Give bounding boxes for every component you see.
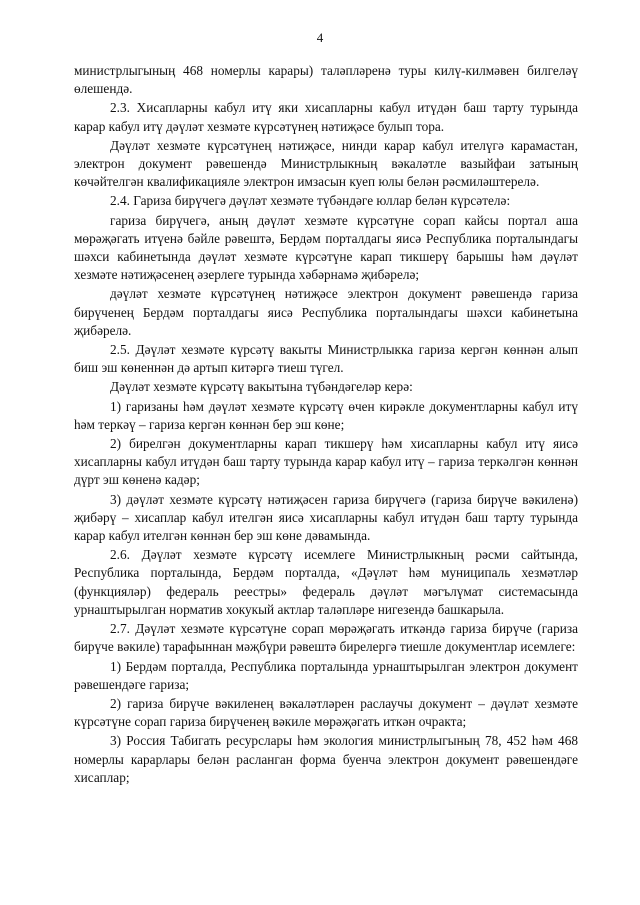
- document-body: [74, 62, 578, 788]
- paragraph: Дәүләт хезмәте күрсәтү вакытына түбәндәгеләр керә:: [110, 379, 413, 395]
- paragraph: 1) гаризаны һәм дәүләт хезмәте күрсәтү өчен кирәкле документларны кабул итү һәм теркәү – гариза кергән көннән бер эш көне;: [74, 398, 578, 432]
- paragraph: 2.7. Дәүләт хезмәте күрсәтүне сорап мөрәҗәгать иткәндә гариза бирүче (гариза бирүче вәкиле) тарафыннан мәҗбүри рәвештә бирелергә тиешле документлар исемлеге:: [74, 621, 578, 655]
- paragraph: дәүләт хезмәте күрсәтүнең нәтиҗәсе электрон документ рәвешендә гариза бирүченең Бердәм порталдагы яисә Республика порталындагы шәхси кабинетына җибәрелә.: [74, 286, 578, 338]
- paragraph: 3) Россия Табигать ресурслары һәм экология министрлыгының 78, 452 һәм 468 номерлы карарлары белән расланган форма буенча электрон документ рәвешендәге хисаплар;: [74, 733, 578, 785]
- paragraph: 2.3. Хисапларны кабул итү яки хисапларны кабул итүдән баш тарту турында карар кабул итү дәүләт хезмәте күрсәтүнең нәтиҗәсе булып тора.: [74, 100, 578, 134]
- page-number: 4: [316, 30, 324, 45]
- paragraph: гариза бирүчегә, аның дәүләт хезмәте күрсәтүне сорап кайсы портал аша мөрәҗәгать итүенә бәйле рәвештә, Бердәм порталдагы яисә Республика порталындагы шәхси кабинетында дәүләт хезмәте күрсәтүне карап тикшерү барышы һәм дәүләт хезмәте нәтиҗәсенең әзерлеге турында хәбәрнамә җибәрелә;: [74, 212, 578, 283]
- paragraph: Дәүләт хезмәте күрсәтүнең нәтиҗәсе, нинди карар кабул ителүгә карамастан, электрон документ рәвешендә Министрлыкның вәкаләтле вазыйфаи затының көчәйтелгән квалификацияле электрон имзасын куеп юлы белән рәсмиләштерелә.: [74, 137, 578, 190]
- paragraph: 2.4. Гариза бирүчегә дәүләт хезмәте түбәндәге юллар белән күрсәтелә:: [110, 193, 511, 209]
- paragraph: 2.5. Дәүләт хезмәте күрсәтү вакыты Министрлыкка гариза кергән көннән алып биш эш көненнән дә артып китәргә тиеш түгел.: [74, 342, 578, 376]
- paragraph: 2.6. Дәүләт хезмәте күрсәтү исемлеге Министрлыкның рәсми сайтында, Республика порталында, Бердәм порталда, «Дәүләт һәм муниципаль хезмәтләр (функцияләр) федераль реестры» федераль дәүләт мәгълүмат системасында урнаштырылган норматив хокукый актлар таләпләре нигезендә башкарыла.: [74, 547, 578, 617]
- paragraph: 3) дәүләт хезмәте күрсәтү нәтиҗәсен гариза бирүчегә (гариза бирүче вәкиленә) җибәрү – хисаплар кабул ителгән яисә хисапларны кабул итүдән баш тарту турында карар кабул ителгән көннән бер эш көне дәвамында.: [74, 491, 578, 544]
- paragraph: 2) бирелгән документларны карап тикшерү һәм хисапларны кабул итү яисә хисапларны кабул итүдән баш тарту турында карар кабул итү – гариза теркәлгән көннән дүрт эш көненә кадәр;: [74, 436, 578, 488]
- paragraph: 1) Бердәм порталда, Республика порталында урнаштырылган электрон документ рәвешендәге гариза;: [74, 658, 578, 692]
- paragraph: 2) гариза бирүче вәкиленең вәкаләтләрен раслаучы документ – дәүләт хезмәте күрсәтүне сорап гариза бирүченең вәкиле мөрәҗәгать иткән очракта;: [74, 695, 578, 730]
- paragraph: министрлыгының 468 номерлы карары) таләпләренә туры килү-килмәвен билгеләү өлешендә.: [74, 63, 578, 97]
